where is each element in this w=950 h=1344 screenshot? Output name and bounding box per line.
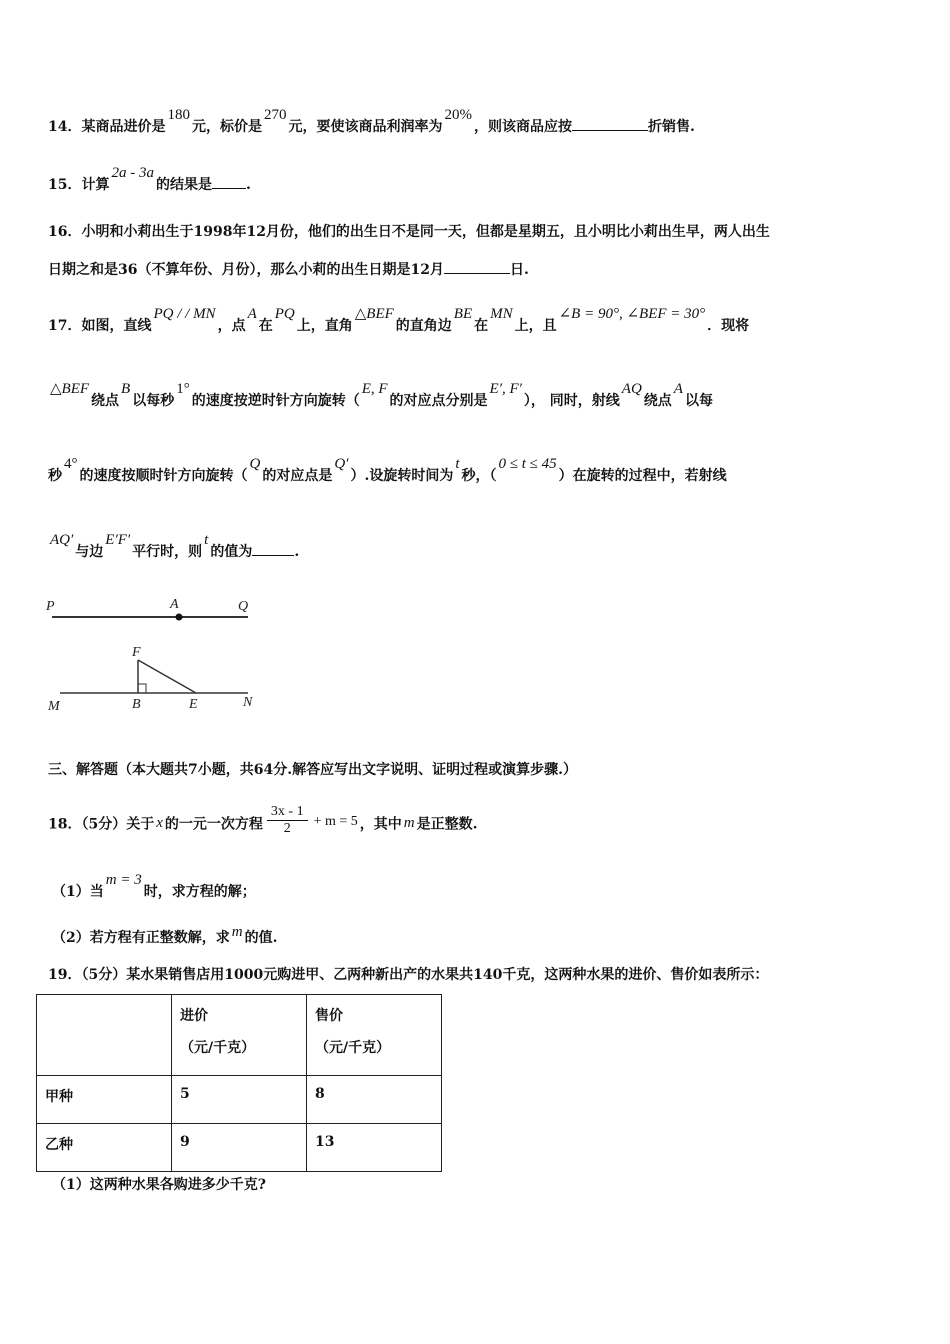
math-t-range: 0 ≤ t ≤ 45 xyxy=(498,456,557,472)
q17-text: 的值为 xyxy=(210,544,253,560)
question-17-line2 xyxy=(48,381,713,411)
q17-text: 秒，（ xyxy=(461,468,497,484)
table-corner-cell xyxy=(37,995,172,1076)
q17-text: 以每秒 xyxy=(132,393,175,409)
math-be: BE xyxy=(453,306,473,322)
math-t: t xyxy=(204,532,209,548)
q18-text: （1）当 xyxy=(52,884,104,900)
q17-text: 上，且 xyxy=(514,318,557,334)
math-aq: AQ xyxy=(621,381,642,397)
q17-text: 的对应点分别是 xyxy=(389,393,488,409)
fraction-denominator: 2 xyxy=(283,821,291,836)
header-cost-unit: （元/千克） xyxy=(180,1040,256,1056)
q17-text: 平行时，则 xyxy=(132,544,203,560)
math-m: m xyxy=(231,924,243,940)
math-x: x xyxy=(156,814,163,831)
math-e-f-prime: E′, F′ xyxy=(489,381,522,397)
math-angles: ∠B = 90°, ∠BEF = 30° xyxy=(558,306,706,322)
q17-text: 绕点 xyxy=(91,393,120,409)
question-14 xyxy=(48,107,695,137)
q17-text: 秒 xyxy=(48,468,62,484)
equation-fraction xyxy=(267,804,308,837)
section-3-heading: 三、解答题（本大题共7小题，共64分.解答应写出文字说明、证明过程或演算步骤.） xyxy=(48,762,577,778)
question-17-line3 xyxy=(48,456,727,486)
q14-label: 14．某商品进价是 xyxy=(48,119,166,135)
q17-text: 与边 xyxy=(75,544,104,560)
q18-text: 是正整数. xyxy=(416,816,478,833)
math-triangle-bef: △BEF xyxy=(50,381,90,397)
label-n: N xyxy=(243,695,253,710)
math-4-degree: 4° xyxy=(64,456,78,472)
math-m: m xyxy=(403,814,415,831)
q14-text: 折销售. xyxy=(647,119,695,135)
math-1-degree: 1° xyxy=(176,381,190,397)
label-e: E xyxy=(189,697,198,712)
q14-price: 270 xyxy=(263,107,287,123)
q15-label: 15．计算 xyxy=(48,177,110,193)
math-pq-parallel-mn: PQ / / MN xyxy=(153,306,216,322)
row-cost: 5 xyxy=(172,1076,307,1124)
q16-text: 日期之和是36（不算年份、月份），那么小莉的出生日期是12月 xyxy=(48,262,444,278)
answer-blank xyxy=(252,541,294,556)
row-name: 甲种 xyxy=(37,1076,172,1124)
q14-text: 元，标价是 xyxy=(191,119,262,135)
q15-text: . xyxy=(245,177,251,193)
math-point-b: B xyxy=(121,381,131,397)
q17-text: 上，直角 xyxy=(296,318,353,334)
q17-text: 的速度按逆时针方向旋转（ xyxy=(191,393,360,409)
q15-text: 的结果是 xyxy=(155,177,212,193)
q17-text: 的速度按顺时针方向旋转（ xyxy=(79,468,248,484)
q18-text: 时，求方程的解； xyxy=(143,884,256,900)
q18-text: （2）若方程有正整数解，求 xyxy=(52,930,230,946)
table-row xyxy=(37,1124,442,1172)
geometry-diagram xyxy=(40,592,280,722)
label-m: M xyxy=(48,699,60,714)
equation-rest: + m = 5 xyxy=(313,813,358,829)
math-m-equals-3: m = 3 xyxy=(105,872,142,888)
q17-label: 17．如图，直线 xyxy=(48,318,152,334)
row-name: 乙种 xyxy=(37,1124,172,1172)
q17-text: 在 xyxy=(258,318,273,334)
q17-text: ）， 同时，射线 xyxy=(523,393,620,409)
label-p: P xyxy=(46,599,55,614)
question-17-line4 xyxy=(48,532,300,562)
question-18 xyxy=(48,804,478,841)
q19-part-1: （1）这两种水果各购进多少千克? xyxy=(52,1177,266,1193)
q15-expression: 2a - 3a xyxy=(111,165,154,181)
q17-text: ，点 xyxy=(217,318,246,334)
question-17-line1 xyxy=(48,306,750,336)
table-header-price xyxy=(307,995,442,1076)
q17-text: 在 xyxy=(474,318,489,334)
row-cost: 9 xyxy=(172,1124,307,1172)
q18-part-2 xyxy=(52,924,278,948)
header-price-unit: （元/千克） xyxy=(315,1040,391,1056)
math-e-f: E, F xyxy=(361,381,388,397)
table-row xyxy=(37,1076,442,1124)
question-19: 19．（5分）某水果销售店用1000元购进甲、乙两种新出产的水果共140千克，这两种水果的进价、售价如表所示： xyxy=(48,967,769,983)
math-t: t xyxy=(455,456,460,472)
label-b: B xyxy=(132,697,141,712)
q17-text: ．现将 xyxy=(707,318,750,334)
math-pq: PQ xyxy=(274,306,295,322)
q18-label: 18．（5分）关于 xyxy=(48,816,155,833)
segment-fe xyxy=(138,660,196,693)
label-f: F xyxy=(132,645,141,660)
table-header-row xyxy=(37,995,442,1076)
q14-rate: 20% xyxy=(444,107,472,123)
label-a: A xyxy=(170,597,179,612)
math-mn: MN xyxy=(490,306,513,322)
q17-text: ）在旋转的过程中，若射线 xyxy=(558,468,727,484)
math-point-a: A xyxy=(673,381,683,397)
q14-text: ，则该商品应按 xyxy=(473,119,572,135)
question-16-line1: 16．小明和小莉出生于1998年12月份，他们的出生日不是同一天，但都是星期五，且小明比小莉出生早，两人出生 xyxy=(48,224,770,240)
math-point-q: Q xyxy=(249,456,261,472)
header-cost-label: 进价 xyxy=(180,1008,208,1024)
row-price: 8 xyxy=(307,1076,442,1124)
q16-text: 日. xyxy=(509,262,529,278)
math-aq-prime: AQ′ xyxy=(50,532,74,548)
q17-text: . xyxy=(294,544,300,560)
fruit-price-table xyxy=(36,994,442,1172)
label-q: Q xyxy=(238,599,249,614)
q17-text: 以每 xyxy=(684,393,713,409)
q18-text: 的值. xyxy=(244,930,278,946)
question-15 xyxy=(48,165,251,195)
q14-text: 元，要使该商品利润率为 xyxy=(288,119,443,135)
q17-text: 的直角边 xyxy=(395,318,452,334)
header-price-label: 售价 xyxy=(315,1008,343,1024)
q18-text: ，其中 xyxy=(359,816,402,833)
answer-blank xyxy=(572,116,648,131)
math-ef-prime: E′F′ xyxy=(105,532,131,548)
q18-text: 的一元一次方程 xyxy=(164,816,263,833)
right-angle-mark xyxy=(138,684,146,693)
fraction-numerator: 3x - 1 xyxy=(267,804,308,821)
q14-cost: 180 xyxy=(167,107,190,123)
math-point-a: A xyxy=(247,306,257,322)
row-price: 13 xyxy=(307,1124,442,1172)
q17-text: 绕点 xyxy=(643,393,672,409)
question-16-line2 xyxy=(48,259,529,280)
q18-part-1 xyxy=(52,872,256,902)
answer-blank xyxy=(444,259,510,274)
math-triangle-bef: △BEF xyxy=(354,306,394,322)
q17-text: 的对应点是 xyxy=(262,468,333,484)
answer-blank xyxy=(212,174,246,189)
q17-text: ）.设旋转时间为 xyxy=(350,468,454,484)
table-header-cost xyxy=(172,995,307,1076)
point-a xyxy=(176,614,183,621)
math-q-prime: Q′ xyxy=(334,456,349,472)
